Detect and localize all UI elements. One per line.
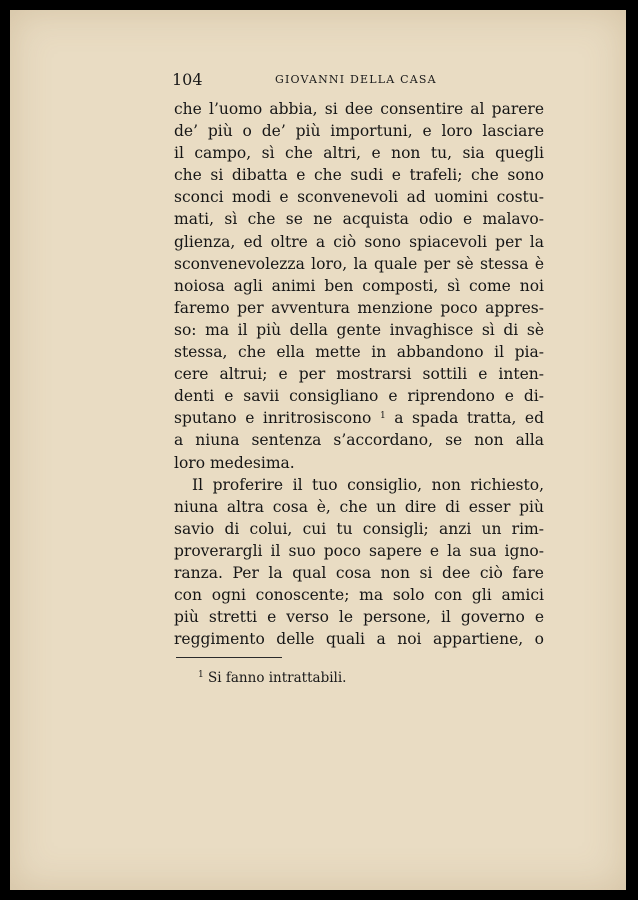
body-text xyxy=(174,98,544,650)
text-segment: a spada tratta, ed xyxy=(394,409,544,428)
text-line: mati, sì che se ne acquista odio e malavo- xyxy=(174,210,544,229)
text-line: savio di colui, cui tu consigli; anzi un rim- xyxy=(174,519,544,538)
text-line: faremo per avventura menzione poco appres- xyxy=(174,298,544,317)
footnote-reference[interactable]: 1 xyxy=(379,411,386,422)
footnote-marker: 1 xyxy=(198,670,204,680)
text-line: reggimento delle quali a noi appartiene, o xyxy=(174,630,544,649)
text-line: noiosa agli animi ben composti, sì come noi xyxy=(174,276,544,295)
text-line-with-footnote-ref xyxy=(174,407,544,429)
text-line: sconvenevolezza loro, la quale per sè stessa è xyxy=(174,254,544,273)
text-line: che si dibatta e che sudi e trafeli; che sono xyxy=(174,166,544,185)
text-line: so: ma il più della gente invaghisce sì di sè xyxy=(174,320,544,339)
text-line: con ogni conoscente; ma solo con gli amici xyxy=(174,586,544,605)
text-line: denti e savii consigliano e riprendono e di- xyxy=(174,387,544,406)
text-line: de’ più o de’ più importuni, e loro lasciare xyxy=(174,122,544,141)
text-line: loro medesima. xyxy=(174,453,295,472)
text-line: più stretti e verso le persone, il governo e xyxy=(174,608,544,627)
footnote xyxy=(198,670,346,686)
text-line: a niuna sentenza s’accordano, se non alla xyxy=(174,431,544,450)
text-segment: sputano e inritrosiscono xyxy=(174,409,372,428)
running-title: GIOVANNI DELLA CASA xyxy=(275,73,437,86)
text-line: stessa, che ella mette in abbandono il pia- xyxy=(174,343,544,362)
footnote-divider xyxy=(176,657,282,658)
text-line: Il proferire il tuo consiglio, non richiesto, xyxy=(192,475,544,494)
page-header xyxy=(172,70,542,94)
text-line: proverargli il suo poco sapere e la sua igno- xyxy=(174,541,544,560)
text-line: che l’uomo abbia, si dee consentire al parere xyxy=(174,100,544,118)
text-line: ranza. Per la qual cosa non si dee ciò fare xyxy=(174,563,544,582)
text-line: glienza, ed oltre a ciò sono spiacevoli per la xyxy=(174,232,544,251)
page-number: 104 xyxy=(172,70,203,89)
text-line: niuna altra cosa è, che un dire di esser più xyxy=(174,497,544,516)
text-line: sconci modi e sconvenevoli ad uomini costu- xyxy=(174,188,544,207)
text-line: cere altrui; e per mostrarsi sottili e inten- xyxy=(174,365,544,384)
footnote-text: Si fanno intrattabili. xyxy=(208,670,347,686)
text-line: il campo, sì che altri, e non tu, sia quegli xyxy=(174,144,544,163)
